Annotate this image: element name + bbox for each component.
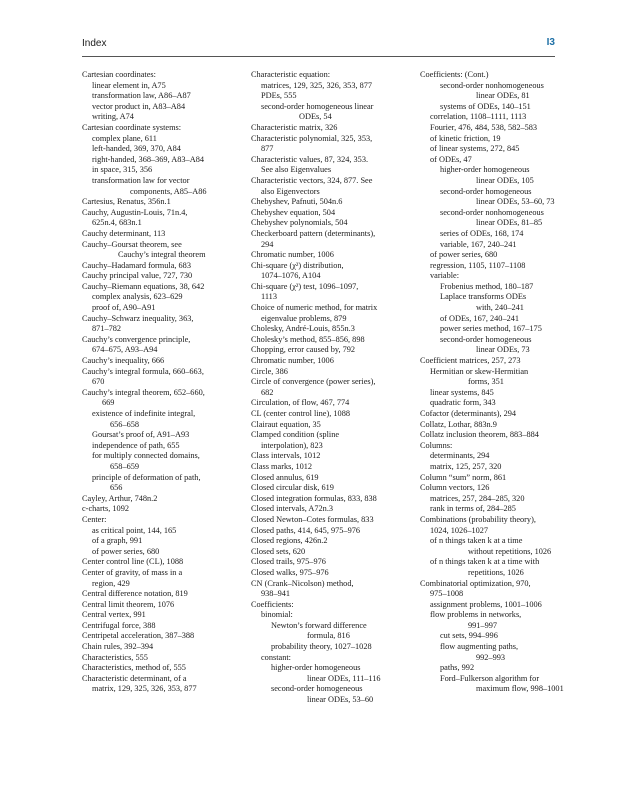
index-entry: of linear systems, 272, 845 [430, 144, 520, 154]
index-entry: Closed Newton–Cotes formulas, 833 [251, 514, 374, 524]
index-entry: transformation law, A86–A87 [92, 91, 191, 101]
index-entry: Coefficient matrices, 257, 273 [420, 356, 521, 366]
index-entry: series of ODEs, 168, 174 [440, 228, 524, 238]
index-entry: Cauchy principal value, 727, 730 [82, 271, 193, 281]
index-entry: Closed annulus, 619 [251, 472, 319, 482]
index-entry: Combinatorial optimization, 970, [420, 578, 531, 588]
index-entry: Cartesian coordinates: [82, 70, 156, 79]
index-entry: systems of ODEs, 140–151 [440, 101, 531, 111]
index-entry: Characteristic determinant, of a [82, 673, 187, 683]
index-entry: Column vectors, 126 [420, 483, 490, 493]
index-entry: variable, 167, 240–241 [440, 239, 517, 249]
index-entry: second-order homogeneous [440, 186, 532, 196]
index-entry: Fourier, 476, 484, 538, 582–583 [430, 122, 538, 132]
index-entry: cut sets, 994–996 [440, 631, 498, 641]
index-entry: linear element in, A75 [92, 80, 166, 90]
index-entry: higher-order homogeneous [271, 663, 361, 673]
section-title: Index [82, 38, 107, 49]
index-entry: complex plane, 611 [92, 133, 157, 143]
index-entry: Clamped condition (spline [251, 430, 340, 440]
index-entry: of ODEs, 167, 240–241 [440, 313, 520, 323]
index-entry: Cauchy’s integral theorem, 652–660, [82, 387, 205, 397]
index-entry: with, 240–241 [476, 303, 524, 313]
index-entry: Closed paths, 414, 645, 975–976 [251, 525, 361, 535]
index-entry: Coefficients: (Cont.) [420, 70, 489, 79]
index-entry: Cofactor (determinants), 294 [420, 409, 517, 418]
index-entry: Chromatic number, 1006 [251, 356, 334, 366]
index-entry: also Eigenvectors [261, 186, 320, 196]
index-entry: 682 [261, 387, 274, 397]
index-entry: c-charts, 1092 [82, 504, 129, 514]
index-entry: Cartesian coordinate systems: [82, 122, 182, 132]
index-entry: matrix, 129, 325, 326, 353, 877 [92, 684, 197, 694]
index-entry: linear systems, 845 [430, 387, 494, 397]
index-entry: Cauchy, Augustin-Louis, 71n.4, [82, 207, 188, 217]
index-entry: left-handed, 369, 370, A84 [92, 144, 181, 154]
index-entry: 656 [110, 483, 123, 493]
index-entry: CL (center control line), 1088 [251, 409, 350, 418]
index-entry: Closed circular disk, 619 [251, 483, 334, 493]
index-entry: 991–997 [468, 620, 498, 630]
index-column-2 [251, 70, 426, 706]
index-entry: Characteristic equation: [251, 70, 331, 79]
index-entry: ODEs, 54 [299, 112, 332, 122]
index-entry: regression, 1105, 1107–1108 [430, 260, 526, 270]
index-entry: second-order homogeneous [271, 684, 363, 694]
index-entry: 992–993 [476, 652, 506, 662]
index-entry: 1113 [261, 292, 277, 302]
index-entry: Characteristics, method of, 555 [82, 663, 186, 673]
index-entry: second-order nonhomogeneous [440, 80, 544, 90]
index-entry: Circulation, of flow, 467, 774 [251, 398, 350, 408]
index-entry: vector product in, A83–A84 [92, 101, 186, 111]
index-entry: as critical point, 144, 165 [92, 525, 177, 535]
index-entry: independence of path, 655 [92, 440, 180, 450]
index-entry: Center control line (CL), 1088 [82, 557, 184, 567]
index-entry: Class marks, 1012 [251, 461, 313, 471]
index-entry: Cayley, Arthur, 748n.2 [82, 493, 158, 503]
index-entry: Columns: [420, 440, 453, 450]
index-entry: of ODEs, 47 [430, 154, 472, 164]
index-entry: second-order homogeneous linear [261, 101, 374, 111]
index-entry: 294 [261, 239, 274, 249]
index-entry: components, A85–A86 [130, 186, 207, 196]
index-entry: formula, 816 [307, 631, 350, 641]
index-entry: constant: [261, 652, 291, 662]
index-entry: Characteristics, 555 [82, 652, 148, 662]
index-entry: linear ODEs, 81–85 [476, 218, 543, 228]
index-entry: flow problems in networks, [430, 610, 522, 620]
index-entry: Cauchy’s convergence principle, [82, 334, 191, 344]
index-entry: Chi-square (χ²) test, 1096–1097, [251, 281, 359, 291]
index-entry: Chebyshev, Pafnuti, 504n.6 [251, 197, 343, 207]
index-entry: linear ODEs, 53–60, 73 [476, 197, 555, 207]
index-entry: linear ODEs, 73 [476, 345, 530, 355]
index-entry: Cauchy–Goursat theorem, see [82, 239, 182, 249]
index-entry: eigenvalue problems, 879 [261, 313, 347, 323]
index-entry: rank in terms of, 284–285 [430, 504, 516, 514]
index-entry: Cauchy determinant, 113 [82, 228, 166, 238]
index-entry: Closed integration formulas, 833, 838 [251, 493, 377, 503]
index-entry: matrices, 257, 284–285, 320 [430, 493, 525, 503]
index-entry: Closed trails, 975–976 [251, 557, 326, 567]
index-entry: of power series, 680 [92, 546, 160, 556]
index-entry: 674–675, A93–A94 [92, 345, 158, 355]
index-entry: CN (Crank–Nicolson) method, [251, 578, 354, 588]
index-column-1 [82, 70, 257, 695]
index-entry: for multiply connected domains, [92, 451, 200, 461]
index-entry: Closed intervals, A72n.3 [251, 504, 334, 514]
index-entry: Characteristic matrix, 326 [251, 122, 338, 132]
index-entry: without repetitions, 1026 [468, 546, 552, 556]
index-entry: Cholesky, André-Louis, 855n.3 [251, 324, 355, 334]
index-entry: quadratic form, 343 [430, 398, 496, 408]
index-entry: second-order nonhomogeneous [440, 207, 544, 217]
index-entry: interpolation), 823 [261, 440, 323, 450]
index-entry: second-order homogeneous [440, 334, 532, 344]
index-entry: Cauchy’s integral theorem [118, 250, 206, 260]
index-entry: Class intervals, 1012 [251, 451, 321, 461]
index-entry: Chain rules, 392–394 [82, 642, 154, 652]
index-entry: 975–1008 [430, 589, 464, 599]
index-entry: 658–659 [110, 461, 140, 471]
index-entry: linear ODEs, 111–116 [307, 673, 381, 683]
index-entry: complex analysis, 623–629 [92, 292, 183, 302]
index-entry: Coefficients: [251, 599, 294, 609]
index-entry: Cauchy–Schwarz inequality, 363, [82, 313, 194, 323]
index-entry: proof of, A90–A91 [92, 303, 156, 313]
index-entry: Center of gravity, of mass in a [82, 567, 183, 577]
index-entry: of n things taken k at a time with [430, 557, 540, 567]
index-entry: principle of deformation of path, [92, 472, 201, 482]
index-entry: variable: [430, 271, 460, 281]
index-entry: Centripetal acceleration, 387–388 [82, 631, 195, 641]
page-header [82, 36, 555, 57]
index-entry: Circle of convergence (power series), [251, 377, 376, 387]
index-entry: transformation law for vector [92, 175, 190, 185]
index-entry: linear ODEs, 81 [476, 91, 530, 101]
index-entry: 1074–1076, A104 [261, 271, 321, 281]
index-entry: Closed sets, 620 [251, 546, 306, 556]
index-entry: paths, 992 [440, 663, 475, 673]
index-entry: Chopping, error caused by, 792 [251, 345, 356, 355]
index-entry: Central limit theorem, 1076 [82, 599, 175, 609]
index-entry: 938–941 [261, 589, 291, 599]
index-entry: PDEs, 555 [261, 91, 297, 101]
index-entry: Characteristic vectors, 324, 877. See [251, 175, 373, 185]
index-entry: Cauchy’s integral formula, 660–663, [82, 366, 204, 376]
index-entry: 656–658 [110, 419, 140, 429]
index-entry: Combinations (probability theory), [420, 514, 536, 524]
index-entry: 871–782 [92, 324, 122, 334]
index-entry: Cauchy–Riemann equations, 38, 642 [82, 281, 205, 291]
index-entry: writing, A74 [92, 112, 134, 122]
index-entry: Goursat’s proof of, A91–A93 [92, 430, 190, 440]
index-entry: Cauchy–Hadamard formula, 683 [82, 260, 191, 270]
index-column-3 [420, 70, 606, 695]
index-entry: probability theory, 1027–1028 [271, 642, 372, 652]
index-entry: Center: [82, 514, 107, 524]
page-number: I3 [546, 37, 555, 48]
index-entry: Clairaut equation, 35 [251, 419, 321, 429]
index-entry: Central vertex, 991 [82, 610, 146, 620]
index-entry: Cartesius, Renatus, 356n.1 [82, 197, 171, 207]
index-entry: Central difference notation, 819 [82, 589, 188, 599]
index-entry: See also Eigenvalues [261, 165, 332, 175]
index-entry: Ford–Fulkerson algorithm for [440, 673, 540, 683]
index-entry: Chromatic number, 1006 [251, 250, 334, 260]
index-entry: of power series, 680 [430, 250, 498, 260]
index-entry: Cauchy’s inequality, 666 [82, 356, 165, 366]
index-entry: Checkerboard pattern (determinants), [251, 228, 376, 238]
index-entry: Characteristic polynomial, 325, 353, [251, 133, 373, 143]
index-entry: 670 [92, 377, 105, 387]
index-entry: maximum flow, 998–1001 [476, 684, 564, 694]
index-entry: Chebyshev polynomials, 504 [251, 218, 348, 228]
index-entry: linear ODEs, 105 [476, 175, 534, 185]
index-entry: Characteristic values, 87, 324, 353. [251, 154, 369, 164]
index-entry: Column “sum” norm, 861 [420, 472, 507, 482]
index-entry: power series method, 167–175 [440, 324, 542, 334]
index-entry: Chi-square (χ²) distribution, [251, 260, 344, 270]
index-entry: of kinetic friction, 19 [430, 133, 501, 143]
index-entry: 877 [261, 144, 274, 154]
index-entry: determinants, 294 [430, 451, 490, 461]
index-entry: correlation, 1108–1111, 1113 [430, 112, 527, 122]
index-entry: forms, 351 [468, 377, 504, 387]
index-entry: Closed walks, 975–976 [251, 567, 329, 577]
index-entry: Circle, 386 [251, 366, 288, 376]
index-entry: Laplace transforms ODEs [440, 292, 527, 302]
index-entry: higher-order homogeneous [440, 165, 530, 175]
index-entry: linear ODEs, 53–60 [307, 695, 374, 705]
index-entry: 669 [102, 398, 115, 408]
index-entry: Closed regions, 426n.2 [251, 536, 328, 546]
index-entry: matrices, 129, 325, 326, 353, 877 [261, 80, 373, 90]
index-entry: Collatz, Lothar, 883n.9 [420, 419, 497, 429]
index-entry: Choice of numeric method, for matrix [251, 303, 378, 313]
index-entry: Chebyshev equation, 504 [251, 207, 336, 217]
index-entry: region, 429 [92, 578, 130, 588]
index-entry: Frobenius method, 180–187 [440, 281, 534, 291]
index-entry: Centrifugal force, 388 [82, 620, 156, 630]
index-entry: binomial: [261, 610, 293, 620]
index-entry: matrix, 125, 257, 320 [430, 461, 502, 471]
index-entry: existence of indefinite integral, [92, 409, 196, 418]
index-entry: 625n.4, 683n.1 [92, 218, 142, 228]
index-entry: Hermitian or skew-Hermitian [430, 366, 529, 376]
index-entry: flow augmenting paths, [440, 642, 519, 652]
index-entry: assignment problems, 1001–1006 [430, 599, 542, 609]
index-entry: 1024, 1026–1027 [430, 525, 489, 535]
index-entry: Newton’s forward difference [271, 620, 367, 630]
index-entry: Cholesky’s method, 855–856, 898 [251, 334, 365, 344]
index-entry: Collatz inclusion theorem, 883–884 [420, 430, 539, 440]
index-entry: repetitions, 1026 [468, 567, 524, 577]
index-entry: in space, 315, 356 [92, 165, 153, 175]
index-entry: of n things taken k at a time [430, 536, 523, 546]
index-entry: right-handed, 368–369, A83–A84 [92, 154, 204, 164]
index-entry: of a graph, 991 [92, 536, 143, 546]
